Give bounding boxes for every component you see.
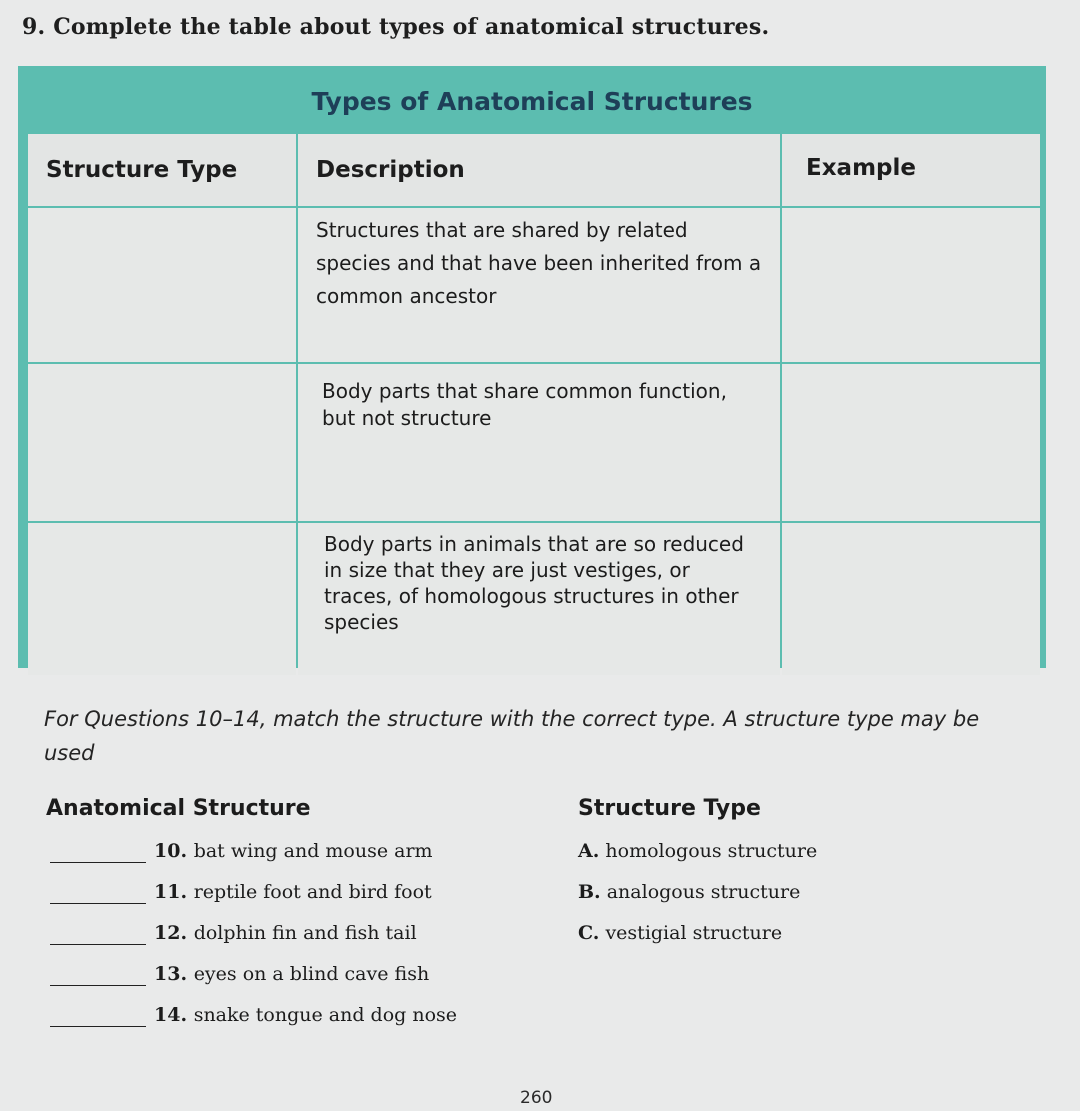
answer-blank-11[interactable] — [50, 881, 146, 904]
list-item — [50, 1004, 457, 1045]
question-heading: 9. Complete the table about types of anatomical structures. — [22, 14, 770, 40]
table-grid — [28, 134, 1036, 665]
type-option — [578, 881, 817, 922]
row-1-description: Structures that are shared by related species and that have been inherited from a common ancestor — [298, 208, 780, 362]
option-letter: B. — [578, 881, 601, 903]
type-option — [578, 922, 817, 963]
row-2-example-cell[interactable] — [782, 364, 1040, 521]
row-1-structure-type-cell[interactable] — [28, 208, 296, 362]
header-example: Example — [782, 134, 1040, 206]
anatomical-structures-table — [18, 66, 1046, 668]
answer-blank-14[interactable] — [50, 1004, 146, 1027]
row-1-example-cell[interactable] — [782, 208, 1040, 362]
item-text: snake tongue and dog nose — [193, 1004, 458, 1026]
structure-type-options — [578, 840, 817, 963]
list-item — [50, 840, 457, 881]
item-text: dolphin fin and fish tail — [193, 922, 417, 944]
structure-type-header: Structure Type — [578, 796, 761, 821]
option-text: homologous structure — [605, 840, 818, 862]
item-text: eyes on a blind cave fish — [193, 963, 430, 985]
list-item — [50, 963, 457, 1004]
row-2-description: Body parts that share common function, but not structure — [298, 364, 780, 521]
row-3-structure-type-cell[interactable] — [28, 523, 296, 675]
type-option — [578, 840, 817, 881]
matching-instructions: For Questions 10–14, match the structure with the correct type. A structure type may be used — [44, 707, 980, 765]
table-title: Types of Anatomical Structures — [311, 87, 753, 116]
answer-blank-13[interactable] — [50, 963, 146, 986]
header-description: Description — [298, 134, 780, 206]
item-text: bat wing and mouse arm — [193, 840, 433, 862]
matching-items-list — [50, 840, 457, 1045]
list-item — [50, 881, 457, 922]
answer-blank-10[interactable] — [50, 840, 146, 863]
header-structure-type: Structure Type — [28, 134, 296, 206]
page-number: 260 — [520, 1088, 553, 1108]
anatomical-structure-header: Anatomical Structure — [46, 796, 311, 821]
option-text: analogous structure — [606, 881, 801, 903]
list-item — [50, 922, 457, 963]
option-letter: A. — [578, 840, 600, 862]
item-number: 12. — [154, 922, 188, 944]
item-text: reptile foot and bird foot — [193, 881, 432, 903]
item-number: 13. — [154, 963, 188, 985]
item-number: 14. — [154, 1004, 188, 1026]
row-3-example-cell[interactable] — [782, 523, 1040, 675]
option-letter: C. — [578, 922, 600, 944]
option-text: vestigial structure — [605, 922, 783, 944]
answer-blank-12[interactable] — [50, 922, 146, 945]
row-2-structure-type-cell[interactable] — [28, 364, 296, 521]
item-number: 10. — [154, 840, 188, 862]
row-3-description: Body parts in animals that are so reduced in size that they are just vestiges, or traces, of homologous structures in other species — [298, 523, 780, 675]
item-number: 11. — [154, 881, 188, 903]
